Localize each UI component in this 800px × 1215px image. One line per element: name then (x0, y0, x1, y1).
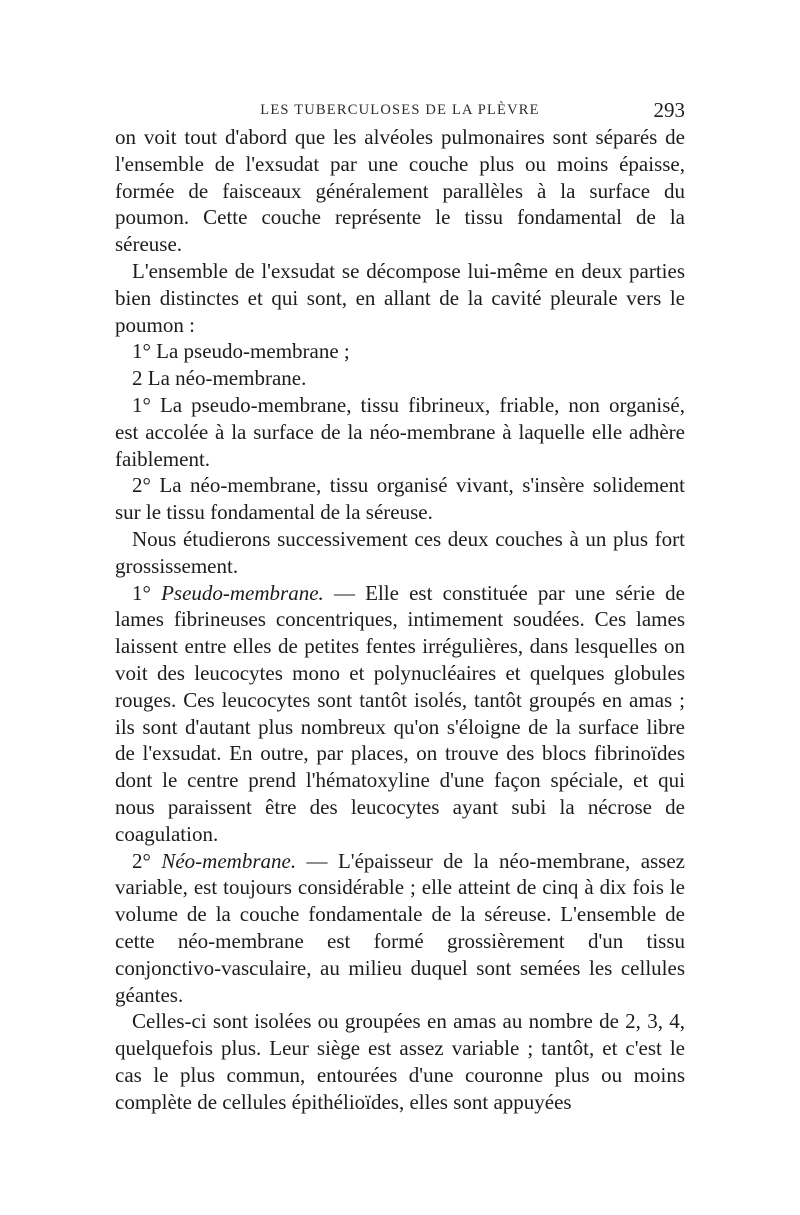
paragraph-1: on voit tout d'abord que les alvéoles pulmonaires sont séparés de l'ensemble de l'exsudat par une couche plus ou moins épaisse, formée de faisceaux généralement parallèles à la surface du poumon. Cette couche représente le tissu fondamental de la séreuse. (115, 125, 685, 257)
section-text: — L'épaisseur de la néo-membrane, assez variable, est toujours considérable ; elle atteint de cinq à dix fois le volume de la couche fondamentale de la séreuse. L'ensemble de cette néo-membrane est formé grossièrement d'un tissu conjonctivo-vasculaire, au milieu duquel sont semées les cellules géantes. (115, 848, 686, 1007)
section-number: 1° (132, 580, 162, 605)
list-item: 2 La néo-membrane. (132, 366, 307, 391)
paragraph-7 (115, 848, 685, 1009)
paragraph-2: L'ensemble de l'exsudat se décompose lui-même en deux parties bien distinctes et qui sont, en allant de la cavité pleurale vers le poumon : (115, 258, 685, 337)
paragraph-4: 2° La néo-membrane, tissu organisé vivant, s'insère solidement sur le tissu fondamental de la séreuse. (115, 473, 685, 525)
section-title: Néo-membrane. (161, 848, 297, 873)
section-title: Pseudo-membrane. (161, 580, 324, 605)
running-head: LES TUBERCULOSES DE LA PLÈVRE (260, 102, 540, 118)
paragraph-6 (115, 580, 685, 848)
body-text (115, 124, 685, 1115)
paragraph-5: Nous étudierons successivement ces deux couches à un plus fort grossissement. (115, 526, 685, 578)
list-item: 1° La pseudo-membrane ; (132, 339, 350, 364)
section-number: 2° (132, 848, 162, 873)
page-number: 293 (653, 98, 685, 122)
paragraph-3: 1° La pseudo-membrane, tissu fibrineux, friable, non organisé, est accolée à la surface de la néo-membrane à laquelle elle adhère faiblement. (115, 392, 685, 471)
paragraph-8: Celles-ci sont isolées ou groupées en amas au nombre de 2, 3, 4, quelquefois plus. Leur siège est assez variable ; tantôt, et c'est le cas le plus commun, entourées d'une couronne plus ou moins complète de cellules épithélioïdes, elles sont appuyées (115, 1009, 685, 1114)
page-header (115, 98, 685, 124)
section-text: — Elle est constituée par une série de lames fibrineuses concentriques, intimement soudées. Ces lames laissent entre elles de petites fentes irrégulières, dans lesquelles on voit des leucocytes mono et polynucléaires et quelques globules rouges. Ces leucocytes sont tantôt isolés, tantôt groupés en amas ; ils sont d'autant plus nombreux qu'on s'éloigne de la surface libre de l'exsudat. En outre, par places, on trouve des blocs fibrinoïdes dont le centre prend l'hématoxyline d'une façon spéciale, et qui nous paraissent être des leucocytes ayant subi la nécrose de coagulation. (115, 580, 685, 846)
